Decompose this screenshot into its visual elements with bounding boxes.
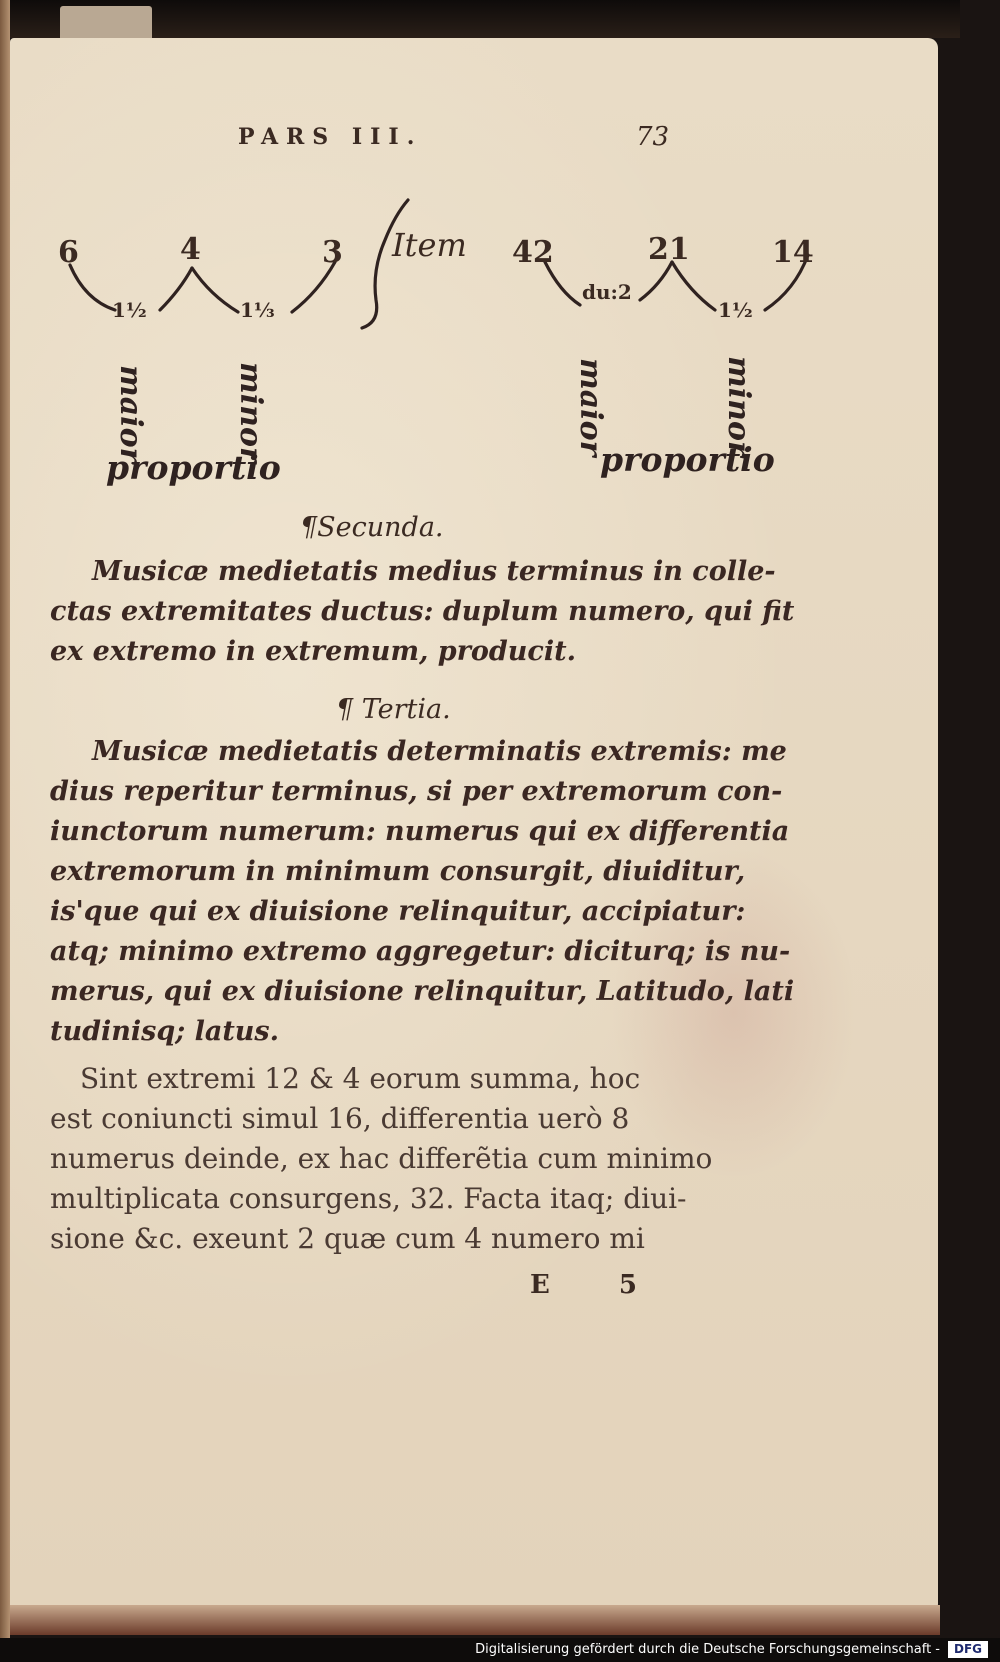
left-label-maior: maior bbox=[113, 365, 148, 464]
left-arc-2a bbox=[192, 268, 238, 312]
tertia-line-3: iunctorum numerum: numerus qui ex differentia bbox=[50, 816, 790, 847]
left-arc-1b bbox=[160, 268, 192, 310]
right-number-21: 21 bbox=[648, 232, 690, 267]
secunda-line-1: Musicæ medietatis medius terminus in colle- bbox=[92, 556, 776, 587]
funding-credit: Digitalisierung gefördert durch die Deutsche Forschungsgemeinschaft - bbox=[475, 1642, 940, 1657]
heading-secunda: ¶Secunda. bbox=[300, 512, 444, 543]
roman-line-5: sione &c. exeunt 2 quæ cum 4 numero mi bbox=[50, 1222, 645, 1255]
right-arc-2a bbox=[672, 262, 715, 310]
signature-mark: E 5 bbox=[530, 1270, 667, 1300]
roman-line-4: multiplicata consurgens, 32. Facta itaq; diui- bbox=[50, 1182, 687, 1215]
secunda-line-2: ctas extremitates ductus: duplum numero, qui fit bbox=[50, 596, 795, 627]
right-label-maior: maior bbox=[573, 358, 608, 457]
right-number-42: 42 bbox=[512, 235, 554, 270]
dfg-logo: DFG bbox=[948, 1641, 988, 1658]
folio-number: 73 bbox=[636, 122, 670, 152]
bottom-edge bbox=[10, 1605, 940, 1635]
tertia-line-8: tudinisq; latus. bbox=[50, 1016, 280, 1047]
roman-line-1: Sint extremi 12 & 4 eorum summa, hoc bbox=[80, 1062, 641, 1095]
right-number-14: 14 bbox=[772, 235, 814, 270]
proportion-diagram-arcs bbox=[0, 0, 1000, 480]
roman-line-2: est coniuncti simul 16, differentia uerò 8 bbox=[50, 1102, 630, 1135]
tertia-line-2: dius reperitur terminus, si per extremorum con- bbox=[50, 776, 783, 807]
left-label-minor: minor bbox=[233, 362, 268, 463]
left-number-6: 6 bbox=[58, 235, 79, 270]
secunda-line-3: ex extremo in extremum, producit. bbox=[50, 636, 576, 667]
running-head: PARS III. bbox=[238, 124, 423, 150]
tertia-line-4: extremorum in minimum consurgit, diuiditur, bbox=[50, 856, 746, 887]
left-ratio-2: 1⅓ bbox=[240, 298, 275, 322]
left-ratio-1: 1½ bbox=[112, 298, 147, 322]
tertia-line-1: Musicæ medietatis determinatis extremis: me bbox=[92, 736, 787, 767]
right-ratio-1: du:2 bbox=[582, 280, 632, 304]
tertia-line-6: atq; minimo extremo aggregetur: diciturq; is nu- bbox=[50, 936, 791, 967]
left-caption-proportio: proportio bbox=[106, 448, 281, 487]
left-number-3: 3 bbox=[322, 235, 343, 270]
tertia-line-7: merus, qui ex diuisione relinquitur, Latitudo, lati bbox=[50, 976, 795, 1007]
tertia-line-5: is'que qui ex diuisione relinquitur, accipiatur: bbox=[50, 896, 746, 927]
left-arc-1a bbox=[70, 265, 115, 310]
right-ratio-2: 1½ bbox=[718, 298, 753, 322]
roman-line-3: numerus deinde, ex hac differẽtia cum minimo bbox=[50, 1142, 713, 1175]
item-word: Item bbox=[392, 226, 467, 264]
right-arc-1b bbox=[640, 262, 672, 300]
heading-tertia: ¶ Tertia. bbox=[336, 694, 451, 725]
right-label-minor: minor bbox=[721, 356, 756, 457]
right-caption-proportio: proportio bbox=[600, 440, 775, 479]
left-number-4: 4 bbox=[180, 232, 201, 267]
item-flourish bbox=[362, 200, 408, 328]
